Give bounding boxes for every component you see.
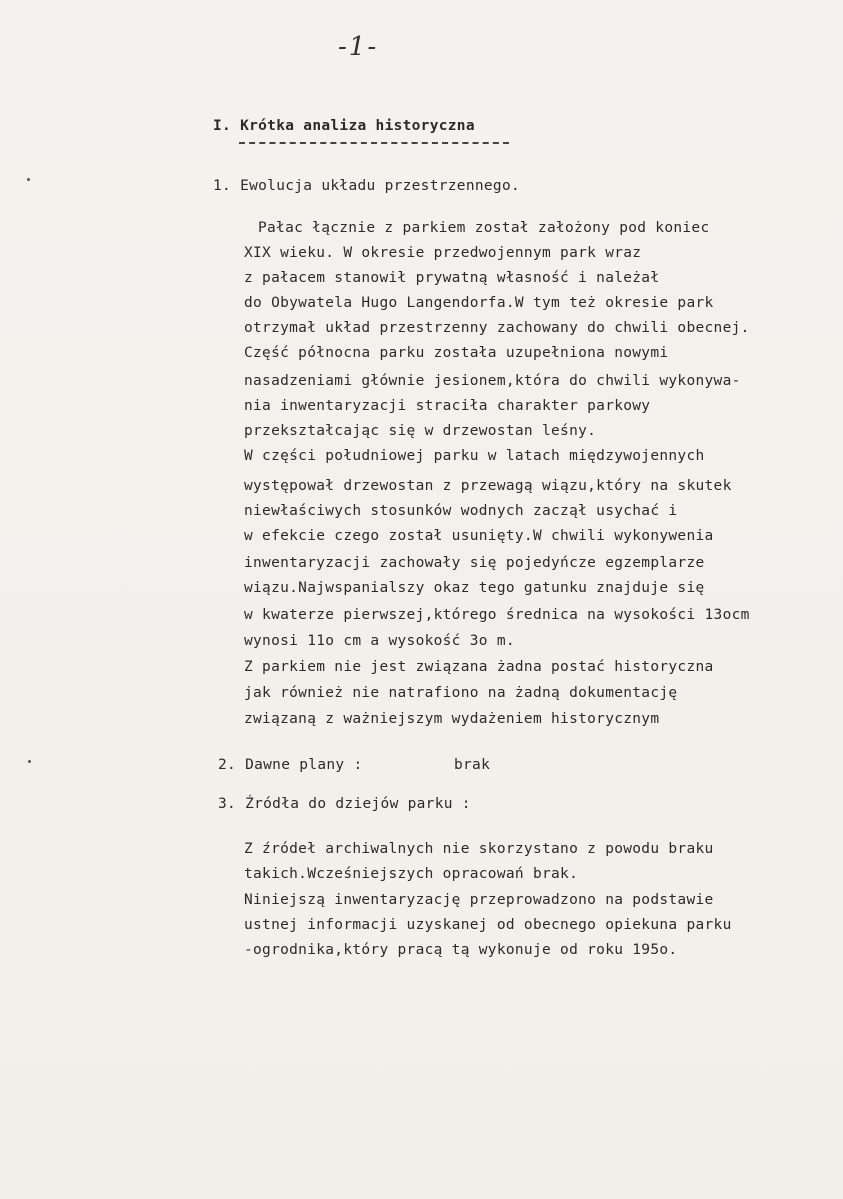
item-3-label: 3. Źródła do dziejów parku : — [218, 796, 471, 812]
text-line: nia inwentaryzacji straciła charakter parkowy — [244, 398, 651, 414]
text-line: wiązu.Najwspanialszy okaz tego gatunku znajduje się — [244, 580, 705, 596]
margin-mark — [28, 760, 31, 763]
text-line: Niniejszą inwentaryzację przeprowadzono na podstawie — [244, 892, 714, 908]
text-line: otrzymał układ przestrzenny zachowany do chwili obecnej. — [244, 320, 750, 336]
title-underline — [239, 142, 509, 144]
text-line: ustnej informacji uzyskanej od obecnego opiekuna parku — [244, 917, 732, 933]
item-2-value: brak — [454, 757, 491, 773]
text-line: występował drzewostan z przewagą wiązu,który na skutek — [244, 478, 732, 494]
page-number: -1- — [338, 32, 379, 62]
text-line: wynosi 11o cm a wysokość 3o m. — [244, 633, 515, 649]
text-line: w kwaterze pierwszej,którego średnica na wysokości 13ocm — [244, 607, 750, 623]
text-line: inwentaryzacji zachowały się pojedyńcze egzemplarze — [244, 555, 705, 571]
text-line: XIX wieku. W okresie przedwojennym park wraz — [244, 245, 642, 261]
text-line: jak również nie natrafiono na żadną dokumentację — [244, 685, 678, 701]
text-line: w efekcie czego został usunięty.W chwili wykonywenia — [244, 528, 714, 544]
text-line: nasadzeniami głównie jesionem,która do chwili wykonywa- — [244, 373, 741, 389]
text-line: Z parkiem nie jest związana żadna postać historyczna — [244, 659, 714, 675]
text-line: niewłaściwych stosunków wodnych zaczął usychać i — [244, 503, 678, 519]
text-line: takich.Wcześniejszych opracowań brak. — [244, 866, 579, 882]
text-line: związaną z ważniejszym wydażeniem historycznym — [244, 711, 660, 727]
text-line: Z źródeł archiwalnych nie skorzystano z powodu braku — [244, 841, 714, 857]
subsection-heading: 1. Ewolucja układu przestrzennego. — [213, 178, 521, 194]
text-line: W części południowej parku w latach międzywojennych — [244, 448, 705, 464]
margin-mark — [27, 178, 30, 181]
text-line: do Obywatela Hugo Langendorfa.W tym też okresie park — [244, 295, 714, 311]
text-line: -ogrodnika,który pracą tą wykonuje od roku 195o. — [244, 942, 678, 958]
section-title: I. Krótka analiza historyczna — [213, 118, 475, 134]
text-line: z pałacem stanowił prywatną własność i należał — [244, 270, 660, 286]
text-line: Część północna parku została uzupełniona nowymi — [244, 345, 669, 361]
item-2-label: 2. Dawne plany : — [218, 757, 363, 773]
text-line: przekształcając się w drzewostan leśny. — [244, 423, 597, 439]
text-line: Pałac łącznie z parkiem został założony pod koniec — [258, 220, 710, 236]
